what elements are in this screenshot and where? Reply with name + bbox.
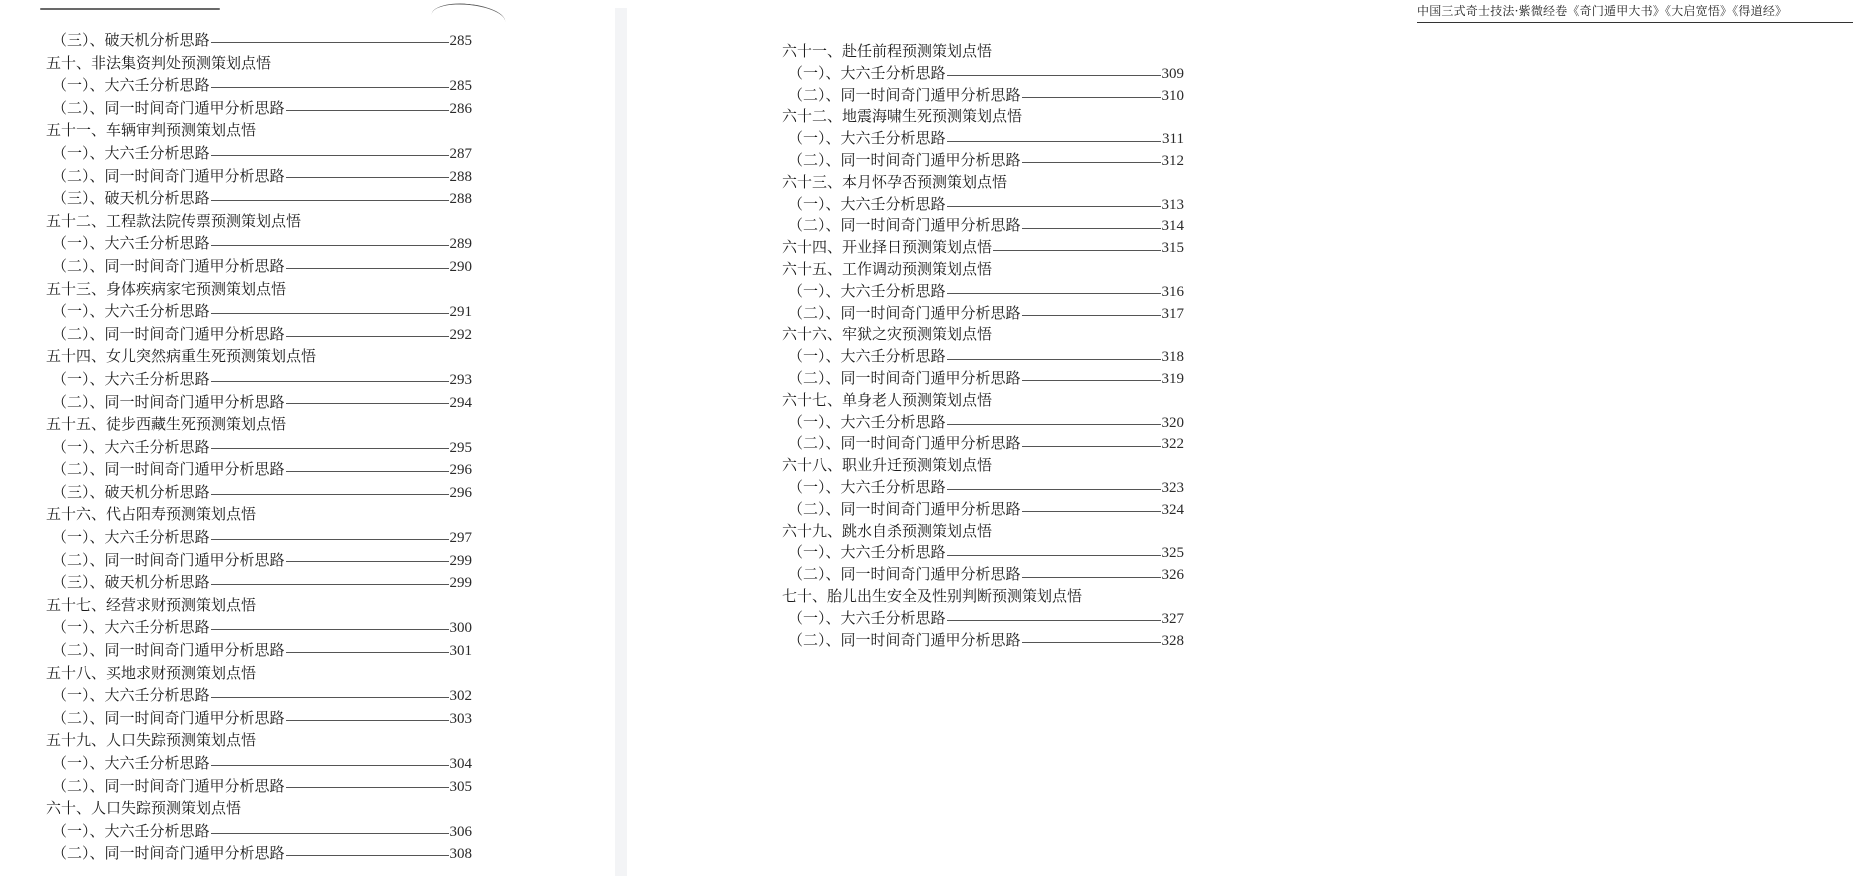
dot-leader — [286, 720, 449, 721]
toc-entry-label: （三）、破天机分析思路 — [52, 189, 210, 208]
toc-entry-label: （一）、大六壬分析思路 — [788, 281, 946, 300]
toc-section-heading[interactable] — [46, 797, 472, 820]
toc-subsection-entry[interactable] — [46, 29, 472, 52]
toc-entry-label: （二）、同一时间奇门遁甲分析思路 — [788, 303, 1021, 322]
toc-subsection-entry[interactable] — [46, 707, 472, 730]
toc-page-number: 306 — [449, 823, 472, 840]
toc-subsection-entry[interactable] — [46, 300, 472, 323]
dot-leader — [947, 141, 1162, 142]
toc-entry-label: 七十、胎儿出生安全及性别判断预测策划点悟 — [782, 586, 1083, 605]
toc-entry-label: （一）、大六壬分析思路 — [52, 686, 210, 705]
toc-page-number: 304 — [449, 756, 472, 772]
toc-page-number: 296 — [449, 484, 472, 501]
toc-page-number: 317 — [1161, 305, 1184, 322]
toc-page-number: 292 — [449, 326, 472, 343]
toc-entry-label: （一）、大六壬分析思路 — [788, 347, 946, 366]
toc-entry-label: （一）、大六壬分析思路 — [788, 412, 946, 431]
dot-leader — [211, 313, 449, 314]
dot-leader — [211, 629, 449, 630]
toc-subsection-entry[interactable] — [46, 616, 472, 639]
dot-leader — [1022, 315, 1161, 316]
toc-subsection-entry[interactable] — [782, 85, 1184, 107]
dot-leader — [947, 206, 1161, 207]
toc-page-number: 286 — [449, 100, 472, 117]
toc-subsection-entry[interactable] — [46, 526, 472, 549]
toc-entry-label: （一）、大六壬分析思路 — [788, 543, 946, 562]
toc-entry-label: （一）、大六壬分析思路 — [788, 477, 946, 496]
toc-page-number: 295 — [449, 439, 472, 456]
toc-entry-label: 五十二、工程款法院传票预测策划点悟 — [46, 211, 302, 230]
toc-page-number: 320 — [1161, 414, 1184, 431]
toc-subsection-entry[interactable] — [782, 215, 1184, 237]
dot-leader — [1022, 380, 1161, 381]
toc-entry-label: （二）、同一时间奇门遁甲分析思路 — [52, 460, 285, 479]
toc-page-number: 327 — [1161, 610, 1184, 627]
toc-subsection-entry[interactable] — [782, 564, 1184, 586]
dot-leader — [993, 250, 1160, 251]
dot-leader — [1022, 446, 1161, 447]
toc-entry-label: 五十四、女儿突然病重生死预测策划点悟 — [46, 347, 317, 366]
toc-entry-label: （一）、大六壬分析思路 — [52, 754, 210, 772]
toc-section-heading[interactable] — [782, 455, 1184, 477]
toc-entry-label: 六十五、工作调动预测策划点悟 — [782, 259, 993, 278]
toc-page-number: 308 — [449, 846, 472, 863]
toc-section-heading[interactable] — [46, 503, 472, 526]
toc-section-heading[interactable] — [782, 324, 1184, 346]
toc-entry-label: 六十七、单身老人预测策划点悟 — [782, 390, 993, 409]
toc-entry-label: （一）、大六壬分析思路 — [52, 437, 210, 456]
toc-entry-label: （三）、破天机分析思路 — [52, 482, 210, 501]
toc-page-number: 326 — [1161, 567, 1184, 584]
running-header: 中国三式奇士技法·紫微经卷《奇门遁甲大书》《大启宽悟》《得道经》 — [1417, 2, 1853, 23]
toc-right — [782, 41, 1184, 651]
toc-subsection-entry[interactable] — [46, 842, 472, 865]
toc-entry-label: （一）、大六壬分析思路 — [52, 618, 210, 637]
toc-entry-label: 五十七、经营求财预测策划点悟 — [46, 595, 257, 614]
toc-entry-label: （三）、破天机分析思路 — [52, 573, 210, 592]
toc-page-number: 302 — [449, 688, 472, 705]
toc-section-heading[interactable] — [46, 278, 472, 301]
toc-entry-label: （二）、同一时间奇门遁甲分析思路 — [788, 434, 1021, 453]
dot-leader — [286, 471, 449, 472]
toc-page-number: 328 — [1161, 632, 1184, 649]
toc-page-number: 303 — [449, 710, 472, 727]
toc-page-number: 294 — [449, 394, 472, 411]
page-gutter — [615, 8, 627, 876]
toc-page-number: 290 — [449, 258, 472, 275]
dot-leader — [1022, 577, 1161, 578]
toc-entry-label: （二）、同一时间奇门遁甲分析思路 — [788, 499, 1021, 518]
toc-page-number: 285 — [449, 78, 472, 95]
toc-entry-label: 五十八、买地求财预测策划点悟 — [46, 663, 257, 682]
toc-entry-label: （二）、同一时间奇门遁甲分析思路 — [52, 98, 285, 117]
toc-entry-label: （一）、大六壬分析思路 — [52, 234, 210, 253]
dot-leader — [211, 494, 449, 495]
toc-subsection-entry[interactable] — [782, 412, 1184, 434]
toc-subsection-entry[interactable] — [46, 97, 472, 120]
toc-entry-label: （三）、破天机分析思路 — [52, 31, 210, 49]
toc-subsection-entry[interactable] — [782, 542, 1184, 564]
toc-entry-label: （二）、同一时间奇门遁甲分析思路 — [788, 368, 1021, 387]
toc-page-number: 323 — [1161, 479, 1184, 496]
toc-entry-label: 六十一、赴任前程预测策划点悟 — [782, 42, 993, 60]
toc-page-number: 291 — [449, 304, 472, 321]
toc-subsection-entry[interactable] — [46, 481, 472, 504]
toc-page-number: 318 — [1161, 349, 1184, 366]
toc-subsection-entry[interactable] — [46, 165, 472, 188]
toc-entry-label: （二）、同一时间奇门遁甲分析思路 — [788, 216, 1021, 235]
toc-page-number: 296 — [449, 462, 472, 479]
toc-entry-label: 五十九、人口失踪预测策划点悟 — [46, 731, 257, 750]
toc-subsection-entry[interactable] — [782, 608, 1184, 630]
toc-page-number: 322 — [1161, 436, 1184, 453]
toc-page-number: 315 — [1161, 240, 1184, 257]
toc-subsection-entry[interactable] — [782, 63, 1184, 85]
toc-section-heading[interactable] — [782, 586, 1184, 608]
dot-leader — [947, 75, 1161, 76]
toc-entry-label: 六十二、地震海啸生死预测策划点悟 — [782, 107, 1023, 126]
toc-page-number: 325 — [1161, 545, 1184, 562]
dot-leader — [286, 787, 449, 788]
toc-subsection-entry[interactable] — [46, 639, 472, 662]
toc-subsection-entry[interactable] — [782, 433, 1184, 455]
toc-subsection-entry[interactable] — [46, 820, 472, 843]
toc-page-number: 297 — [449, 530, 472, 547]
toc-section-heading[interactable] — [46, 52, 472, 75]
toc-page-number: 316 — [1161, 283, 1184, 300]
toc-entry-label: （二）、同一时间奇门遁甲分析思路 — [52, 641, 285, 660]
toc-entry-label: （二）、同一时间奇门遁甲分析思路 — [52, 708, 285, 727]
toc-section-heading[interactable] — [46, 413, 472, 436]
toc-section-heading[interactable] — [46, 594, 472, 617]
toc-page-number: 285 — [449, 33, 472, 49]
toc-page-number: 310 — [1161, 87, 1184, 104]
dot-leader — [947, 359, 1161, 360]
dot-leader — [1022, 228, 1161, 229]
toc-entry-label: （一）、大六壬分析思路 — [52, 528, 210, 547]
scan-artifact-curve — [431, 0, 506, 25]
dot-leader — [1022, 642, 1161, 643]
dot-leader — [286, 110, 449, 111]
toc-subsection-entry[interactable] — [782, 128, 1184, 150]
toc-subsection-entry[interactable] — [46, 232, 472, 255]
toc-subsection-entry[interactable] — [46, 391, 472, 414]
toc-entry-label: 六十四、开业择日预测策划点悟 — [782, 238, 993, 257]
toc-entry-label: 六十、人口失踪预测策划点悟 — [46, 799, 242, 818]
dot-leader — [947, 293, 1161, 294]
toc-entry-label: （一）、大六壬分析思路 — [52, 76, 210, 95]
toc-page-number: 300 — [449, 620, 472, 637]
toc-page-number: 314 — [1161, 218, 1184, 235]
toc-entry-label: （二）、同一时间奇门遁甲分析思路 — [52, 392, 285, 411]
toc-entry-label: （一）、大六壬分析思路 — [788, 194, 946, 213]
toc-subsection-entry[interactable] — [46, 255, 472, 278]
toc-entry-label: （二）、同一时间奇门遁甲分析思路 — [52, 166, 285, 185]
toc-section-heading[interactable] — [782, 172, 1184, 194]
toc-section-heading[interactable] — [46, 662, 472, 685]
dot-leader — [211, 539, 449, 540]
toc-section-heading[interactable] — [46, 345, 472, 368]
toc-subsection-entry[interactable] — [46, 571, 472, 594]
toc-entry-label: （二）、同一时间奇门遁甲分析思路 — [52, 256, 285, 275]
toc-entry-label: （一）、大六壬分析思路 — [52, 302, 210, 321]
toc-entry-label: （一）、大六壬分析思路 — [52, 143, 210, 162]
dot-leader — [286, 403, 449, 404]
toc-subsection-entry[interactable] — [46, 458, 472, 481]
toc-page-number: 312 — [1161, 152, 1184, 169]
dot-leader — [211, 697, 449, 698]
toc-section-heading[interactable] — [46, 729, 472, 752]
dot-leader — [947, 424, 1161, 425]
scan-artifact-line — [40, 8, 220, 10]
dot-leader — [211, 833, 449, 834]
dot-leader — [286, 268, 449, 269]
dot-leader — [1022, 162, 1161, 163]
toc-entry-label: 六十八、职业升迁预测策划点悟 — [782, 456, 993, 475]
toc-page-number: 288 — [449, 191, 472, 208]
toc-subsection-entry[interactable] — [46, 74, 472, 97]
toc-entry-label: 六十三、本月怀孕否预测策划点悟 — [782, 172, 1008, 191]
toc-page-number: 288 — [449, 168, 472, 185]
dot-leader — [211, 765, 449, 766]
dot-leader — [286, 855, 449, 856]
dot-leader — [947, 555, 1161, 556]
toc-section-heading[interactable] — [782, 106, 1184, 128]
dot-leader — [211, 42, 449, 43]
toc-entry-label: （二）、同一时间奇门遁甲分析思路 — [788, 565, 1021, 584]
toc-page-number: 309 — [1161, 65, 1184, 82]
dot-leader — [211, 381, 449, 382]
toc-section-heading[interactable] — [782, 237, 1184, 259]
toc-subsection-entry[interactable] — [46, 187, 472, 210]
toc-entry-label: 六十九、跳水自杀预测策划点悟 — [782, 521, 993, 540]
toc-entry-label: （二）、同一时间奇门遁甲分析思路 — [788, 150, 1021, 169]
toc-entry-label: 五十六、代占阳寿预测策划点悟 — [46, 505, 257, 524]
dot-leader — [947, 620, 1161, 621]
toc-entry-label: （一）、大六壬分析思路 — [52, 821, 210, 840]
toc-subsection-entry[interactable] — [782, 281, 1184, 303]
toc-subsection-entry[interactable] — [46, 775, 472, 798]
left-page — [0, 0, 615, 876]
dot-leader — [286, 336, 449, 337]
toc-subsection-entry[interactable] — [782, 630, 1184, 652]
toc-page-number: 299 — [449, 552, 472, 569]
toc-entry-label: （一）、大六壬分析思路 — [788, 129, 946, 148]
toc-page-number: 287 — [449, 145, 472, 162]
toc-page-number: 305 — [449, 778, 472, 795]
toc-subsection-entry[interactable] — [46, 323, 472, 346]
dot-leader — [286, 177, 449, 178]
toc-subsection-entry[interactable] — [782, 303, 1184, 325]
toc-section-heading[interactable] — [46, 119, 472, 142]
toc-section-heading[interactable] — [782, 390, 1184, 412]
toc-entry-label: （二）、同一时间奇门遁甲分析思路 — [52, 844, 285, 863]
dot-leader — [947, 489, 1161, 490]
dot-leader — [211, 245, 449, 246]
toc-left — [46, 29, 472, 865]
toc-entry-label: 五十一、车辆审判预测策划点悟 — [46, 121, 257, 140]
dot-leader — [211, 87, 449, 88]
toc-section-heading[interactable] — [782, 259, 1184, 281]
dot-leader — [211, 584, 449, 585]
toc-page-number: 301 — [449, 643, 472, 660]
toc-page-number: 293 — [449, 371, 472, 388]
dot-leader — [1022, 97, 1161, 98]
dot-leader — [211, 155, 449, 156]
toc-subsection-entry[interactable] — [782, 346, 1184, 368]
toc-entry-label: 六十六、牢狱之灾预测策划点悟 — [782, 325, 993, 344]
dot-leader — [1022, 511, 1161, 512]
toc-section-heading[interactable] — [782, 41, 1184, 63]
toc-entry-label: （二）、同一时间奇门遁甲分析思路 — [788, 85, 1021, 104]
toc-entry-label: （一）、大六壬分析思路 — [52, 369, 210, 388]
toc-section-heading[interactable] — [782, 521, 1184, 543]
toc-entry-label: （二）、同一时间奇门遁甲分析思路 — [52, 776, 285, 795]
toc-subsection-entry[interactable] — [46, 436, 472, 459]
toc-entry-label: （一）、大六壬分析思路 — [788, 608, 946, 627]
toc-subsection-entry[interactable] — [46, 142, 472, 165]
toc-page-number: 319 — [1161, 370, 1184, 387]
dot-leader — [286, 561, 449, 562]
toc-entry-label: 五十三、身体疾病家宅预测策划点悟 — [46, 279, 287, 298]
toc-entry-label: （一）、大六壬分析思路 — [788, 63, 946, 82]
toc-entry-label: （二）、同一时间奇门遁甲分析思路 — [788, 630, 1021, 649]
dot-leader — [211, 448, 449, 449]
toc-page-number: 313 — [1161, 196, 1184, 213]
toc-entry-label: 五十五、徒步西藏生死预测策划点悟 — [46, 415, 287, 434]
toc-subsection-entry[interactable] — [782, 368, 1184, 390]
toc-subsection-entry[interactable] — [46, 368, 472, 391]
toc-subsection-entry[interactable] — [782, 194, 1184, 216]
toc-subsection-entry[interactable] — [782, 477, 1184, 499]
toc-subsection-entry[interactable] — [46, 752, 472, 775]
toc-entry-label: 五十、非法集资判处预测策划点悟 — [46, 53, 272, 72]
dot-leader — [286, 652, 449, 653]
toc-subsection-entry[interactable] — [46, 684, 472, 707]
dot-leader — [211, 200, 449, 201]
toc-page-number: 299 — [449, 575, 472, 592]
toc-subsection-entry[interactable] — [46, 549, 472, 572]
toc-entry-label: （二）、同一时间奇门遁甲分析思路 — [52, 550, 285, 569]
toc-page-number: 311 — [1162, 131, 1184, 148]
toc-subsection-entry[interactable] — [782, 150, 1184, 172]
toc-section-heading[interactable] — [46, 210, 472, 233]
toc-page-number: 324 — [1161, 501, 1184, 518]
toc-page-number: 289 — [449, 236, 472, 253]
toc-entry-label: （二）、同一时间奇门遁甲分析思路 — [52, 324, 285, 343]
toc-subsection-entry[interactable] — [782, 499, 1184, 521]
